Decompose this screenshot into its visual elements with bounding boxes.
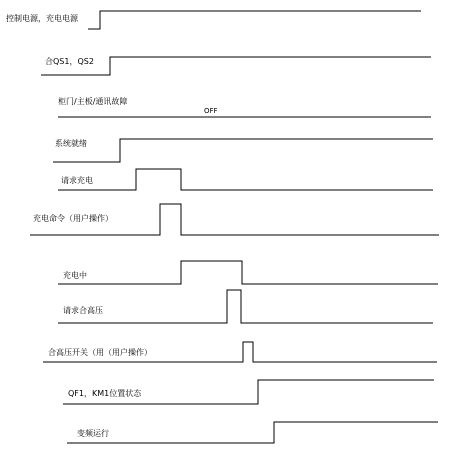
signal-label-charge-cmd: 充电命令（用户操作） xyxy=(33,214,113,223)
waveform-qs xyxy=(41,57,431,75)
signal-inverter xyxy=(67,422,438,443)
signal-label-fault: 柜门/主板/通讯故障 xyxy=(58,97,128,106)
signal-label-ready: 系统就绪 xyxy=(55,139,87,148)
waveform-req-charge xyxy=(58,169,433,190)
waveform-req-hv xyxy=(58,290,433,323)
signal-power xyxy=(6,11,421,29)
waveform-inverter xyxy=(67,422,438,443)
waveform-ready xyxy=(53,139,433,162)
signal-qs xyxy=(41,56,431,75)
waveform-charging xyxy=(58,261,438,284)
signal-label-req-charge: 请求充电 xyxy=(61,176,93,185)
signal-req-hv xyxy=(58,290,433,323)
signal-hv-switch xyxy=(43,342,437,362)
signal-label-req-hv: 请求合高压 xyxy=(63,306,103,315)
signal-label-qs: 合QS1，QS2 xyxy=(45,57,94,66)
signal-label-charging: 充电中 xyxy=(63,271,87,280)
signal-label-power: 控制电源，充电电源 xyxy=(6,14,78,23)
signal-req-charge xyxy=(58,169,433,190)
signal-charging xyxy=(58,261,438,284)
signal-charge-cmd xyxy=(30,204,439,235)
signal-fault xyxy=(58,96,431,117)
waveform-power xyxy=(88,11,421,29)
signal-ready xyxy=(53,138,433,162)
signal-label-inverter: 变频运行 xyxy=(77,429,109,438)
signal-label-qf-km: QF1，KM1位置状态 xyxy=(68,389,142,398)
signal-qf-km xyxy=(63,380,434,404)
fault-off-note: OFF xyxy=(204,107,218,115)
signal-label-hv-switch: 合高压开关（用（用户操作） xyxy=(48,348,152,357)
